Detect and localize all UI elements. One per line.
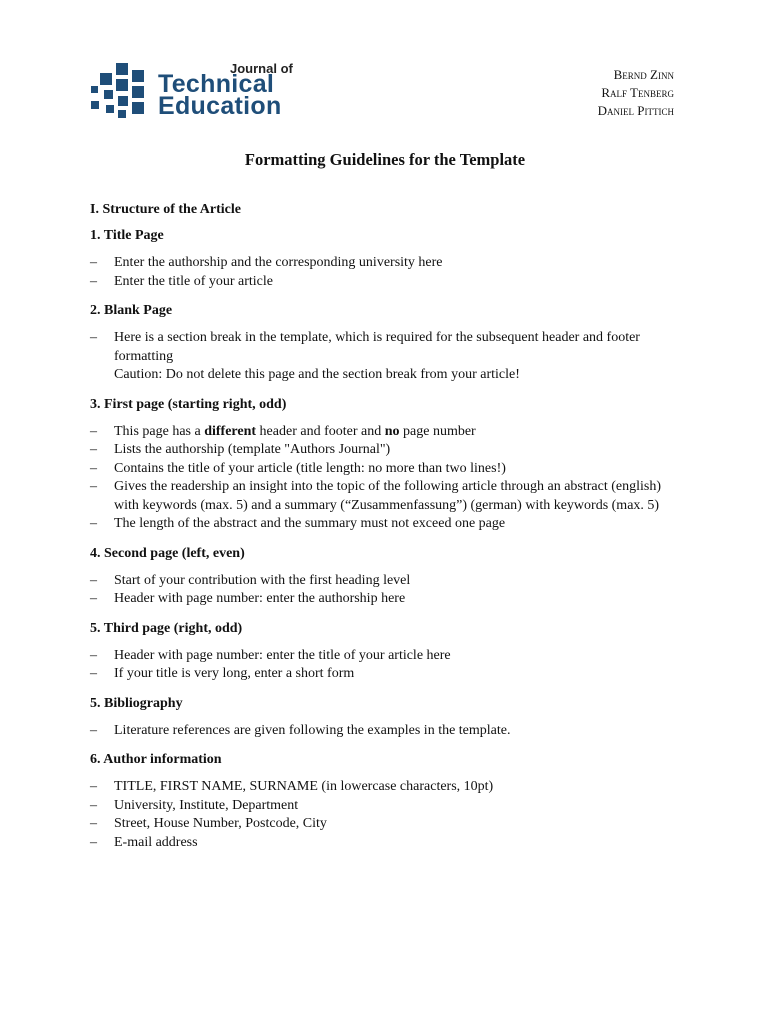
list-item: – Contains the title of your article (title length: no more than two lines!) (90, 460, 680, 479)
list-item: – Header with page number: enter the title of your article here (90, 647, 680, 666)
list-item: – If your title is very long, enter a short form (90, 665, 680, 684)
list-item (90, 329, 680, 385)
logo-squares-icon (88, 60, 158, 122)
list-item: – University, Institute, Department (90, 797, 680, 816)
main-heading: I. Structure of the Article (90, 202, 241, 217)
list-item: – Street, House Number, Postcode, City (90, 815, 680, 834)
bold-text: different (204, 423, 257, 439)
list-item: – The length of the abstract and the summary must not exceed one page (90, 515, 680, 534)
list-item: – Enter the title of your article (90, 273, 680, 292)
bullet-list (90, 254, 680, 291)
author-name: Daniel Pittich (597, 103, 674, 118)
list-item: – Header with page number: enter the authorship here (90, 590, 680, 609)
bullet-list (90, 423, 680, 534)
text-run: header and footer and (256, 423, 385, 439)
journal-logo (88, 60, 308, 122)
section-heading: 4. Second page (left, even) (90, 545, 245, 561)
list-item-text: Here is a section break in the template, which is required for the subsequent header and footer formatting (114, 330, 640, 364)
list-item: – Start of your contribution with the first heading level (90, 572, 680, 591)
caution-note: Caution: Do not delete this page and the section break from your article! (114, 367, 520, 382)
section-heading: 5. Bibliography (90, 695, 183, 711)
list-item: – TITLE, FIRST NAME, SURNAME (in lowercase characters, 10pt) (90, 778, 680, 797)
logo-text-education: Education (158, 92, 282, 120)
bullet-list (90, 329, 680, 385)
author-name: Bernd Zinn (613, 67, 674, 82)
document-body (90, 200, 680, 862)
logo-text-journal-of: Journal of (230, 61, 293, 76)
bold-text: no (384, 423, 400, 439)
list-item: – Lists the authorship (template "Authors Journal") (90, 441, 680, 460)
logo-text-technical: Technical (158, 70, 275, 98)
bullet-list (90, 647, 680, 684)
list-item: – Gives the readership an insight into the topic of the following article through an abstract (english) with keywords (max. 5) and a summary (“Zusammenfassung”) (german) with keywords (max. 5) (90, 478, 680, 515)
author-name: Ralf Tenberg (601, 85, 674, 100)
bullet-list (90, 778, 680, 852)
author-list (598, 66, 674, 120)
section-heading: 1. Title Page (90, 228, 164, 243)
document-title: Formatting Guidelines for the Template (244, 150, 526, 169)
list-item (90, 423, 680, 442)
list-item: – Enter the authorship and the corresponding university here (90, 254, 680, 273)
section-heading: 6. Author information (90, 752, 222, 767)
bullet-list (90, 722, 680, 741)
list-item: – E-mail address (90, 834, 680, 853)
text-run: page number (399, 423, 476, 439)
text-run: This page has a (114, 423, 205, 439)
section-heading: 2. Blank Page (90, 303, 173, 318)
list-item: – Literature references are given following the examples in the template. (90, 722, 680, 741)
section-heading: 3. First page (starting right, odd) (90, 396, 287, 412)
bullet-list (90, 572, 680, 609)
section-heading: 5. Third page (right, odd) (90, 620, 243, 636)
